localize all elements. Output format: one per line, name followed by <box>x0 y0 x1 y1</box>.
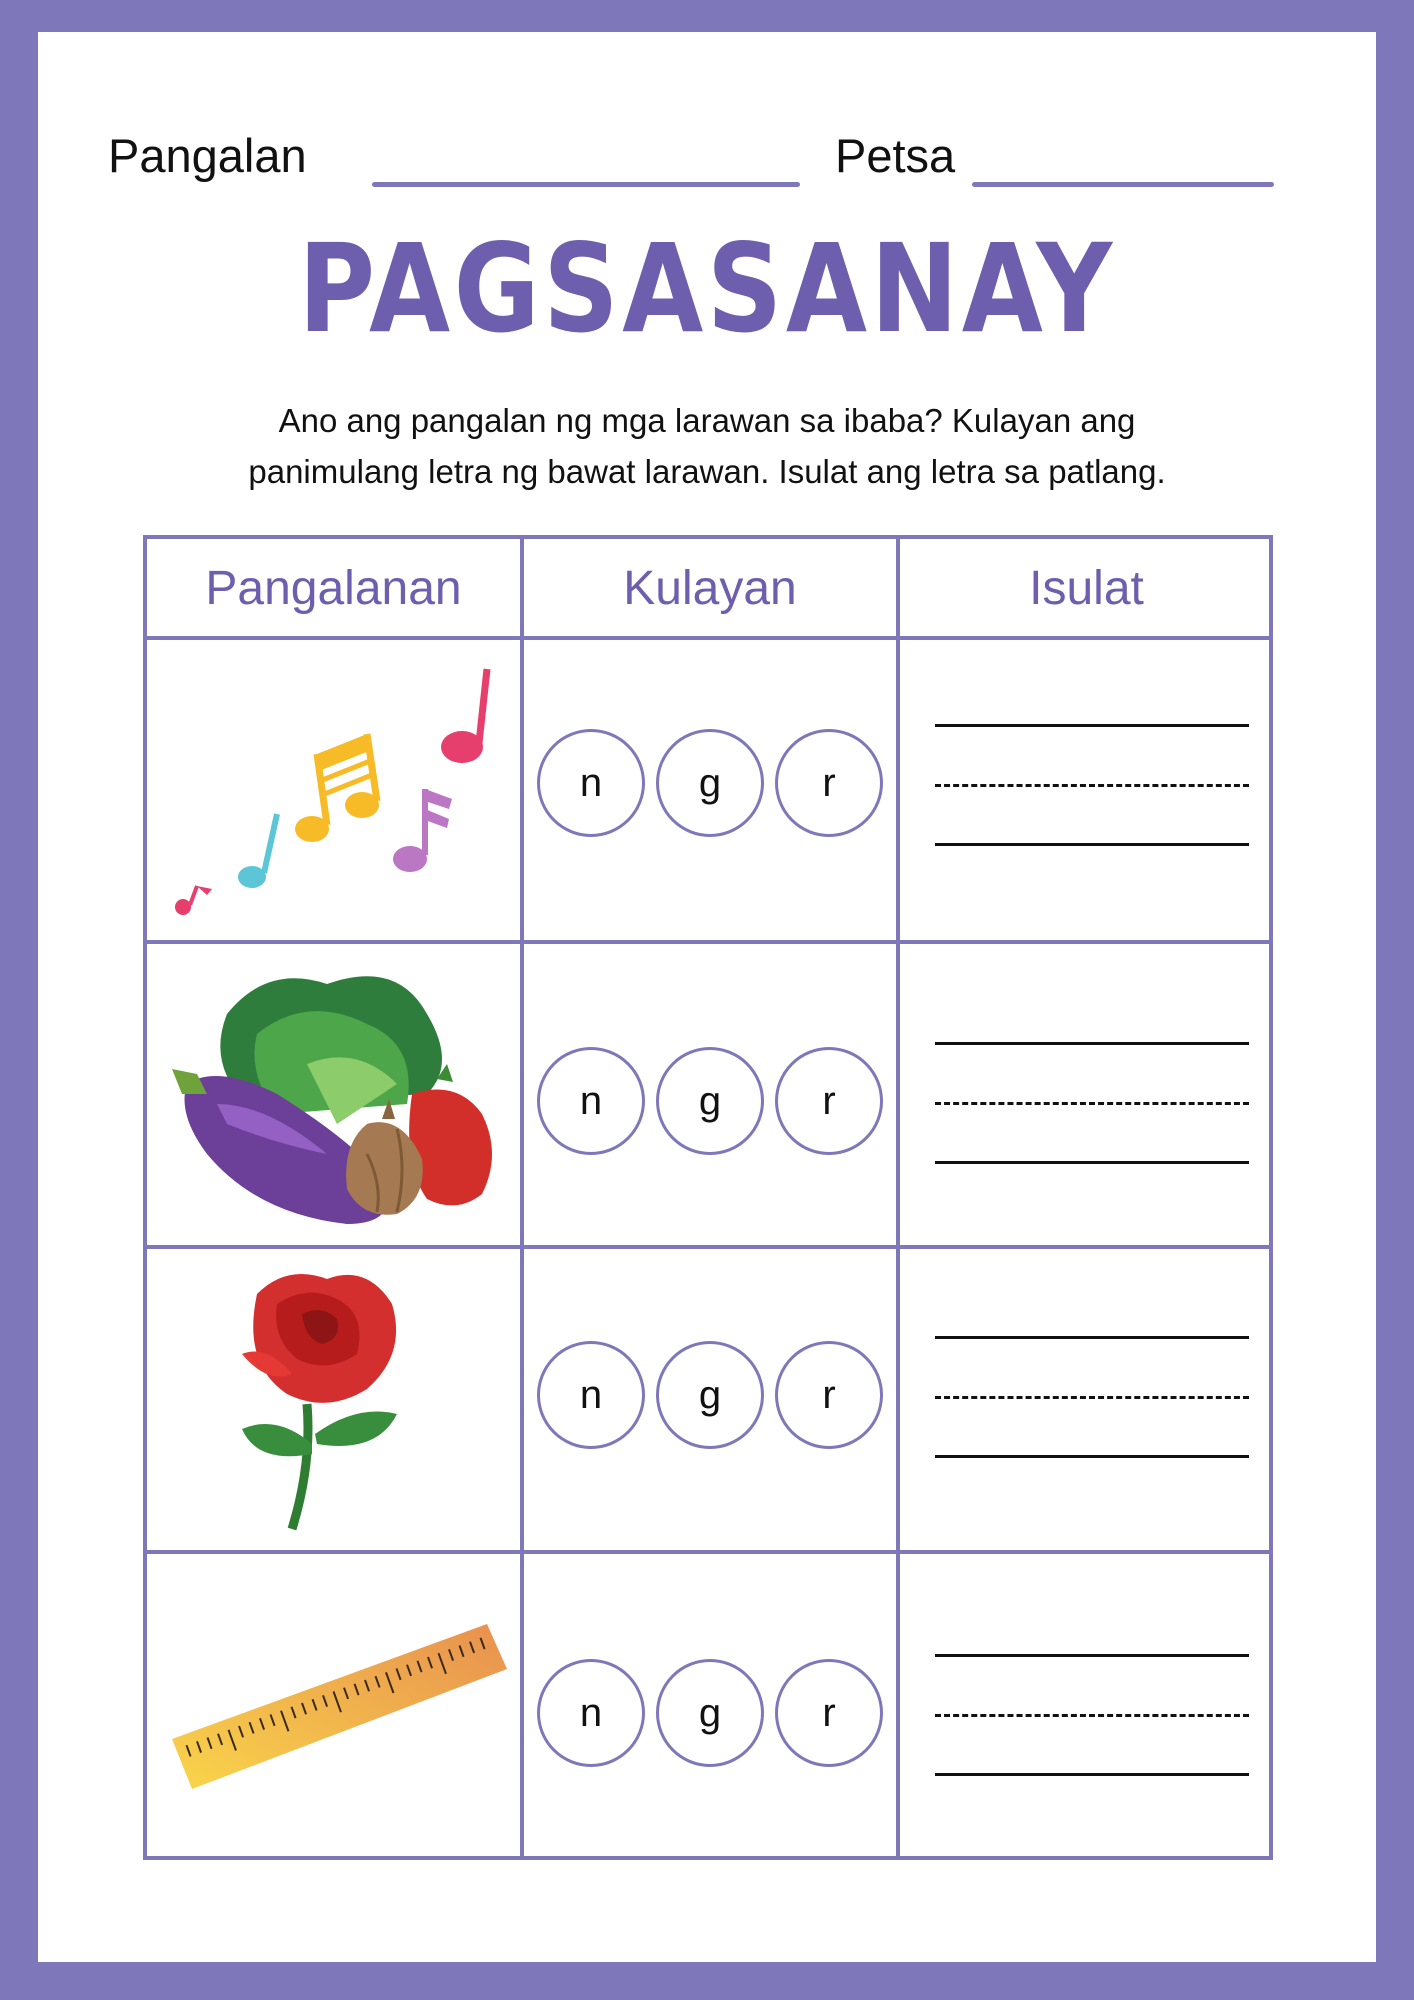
row-divider <box>147 1245 1269 1249</box>
column-header-kulayan: Kulayan <box>623 562 797 615</box>
rose-picture <box>217 1264 457 1534</box>
date-label: Petsa <box>835 129 956 182</box>
writing-line-bottom[interactable] <box>935 1455 1249 1458</box>
instructions <box>120 395 1294 497</box>
worksheet-table <box>143 535 1273 1860</box>
writing-line-bottom[interactable] <box>935 1773 1249 1776</box>
letter-circle-r[interactable]: r <box>775 1047 883 1155</box>
column-header-pangalanan: Pangalanan <box>205 562 462 615</box>
letter-circle-r[interactable]: r <box>775 729 883 837</box>
ruler-picture <box>167 1619 507 1809</box>
row-divider <box>147 636 1269 640</box>
instructions-line-2: panimulang letra ng bawat larawan. Isulat ang letra sa patlang. <box>248 453 1166 490</box>
letter-circle-g[interactable]: g <box>656 729 764 837</box>
writing-line-middle <box>935 784 1249 787</box>
letter-circle-r[interactable]: r <box>775 1341 883 1449</box>
vegetables-icon <box>172 976 492 1224</box>
letter-circle-n[interactable]: n <box>537 1047 645 1155</box>
row-divider <box>147 1550 1269 1554</box>
letter-circle-r[interactable]: r <box>775 1659 883 1767</box>
writing-line-middle <box>935 1102 1249 1105</box>
column-header-isulat: Isulat <box>1029 562 1144 615</box>
writing-line-top <box>935 1336 1249 1339</box>
name-label: Pangalan <box>108 129 307 182</box>
writing-line-top <box>935 1654 1249 1657</box>
row-divider <box>147 940 1269 944</box>
writing-line-top <box>935 724 1249 727</box>
letter-circle-n[interactable]: n <box>537 729 645 837</box>
writing-line-top <box>935 1042 1249 1045</box>
writing-line-middle <box>935 1714 1249 1717</box>
column-divider <box>896 539 900 1856</box>
letter-circle-g[interactable]: g <box>656 1659 764 1767</box>
music-notes-picture <box>157 649 517 929</box>
writing-line-bottom[interactable] <box>935 843 1249 846</box>
music-notes-icon <box>175 669 487 915</box>
ruler-icon <box>172 1624 507 1789</box>
writing-line-bottom[interactable] <box>935 1161 1249 1164</box>
name-field[interactable] <box>372 182 800 187</box>
page-title: PAGSASANAY <box>298 218 1116 360</box>
rose-icon <box>242 1274 397 1529</box>
instructions-line-1: Ano ang pangalan ng mga larawan sa ibaba? Kulayan ang <box>278 402 1136 439</box>
column-divider <box>520 539 524 1856</box>
letter-circle-g[interactable]: g <box>656 1047 764 1155</box>
header-row <box>108 108 1274 188</box>
letter-circle-n[interactable]: n <box>537 1341 645 1449</box>
writing-line-middle <box>935 1396 1249 1399</box>
letter-circle-g[interactable]: g <box>656 1341 764 1449</box>
date-field[interactable] <box>972 182 1274 187</box>
vegetables-picture <box>157 954 517 1239</box>
letter-circle-n[interactable]: n <box>537 1659 645 1767</box>
